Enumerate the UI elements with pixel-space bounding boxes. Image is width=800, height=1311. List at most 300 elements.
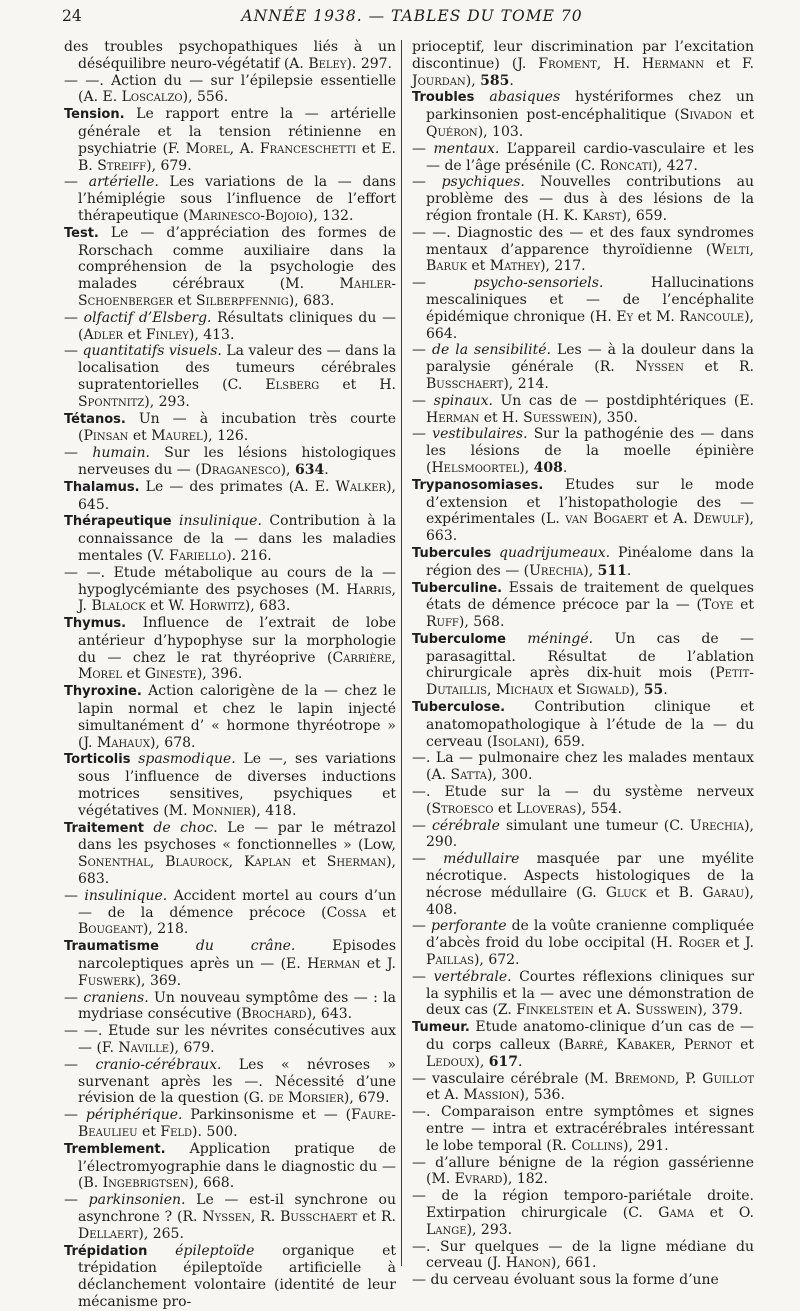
entry-text: ), 217. (540, 258, 586, 275)
entry-text: ), 645. (78, 478, 396, 513)
right-column (412, 39, 754, 1289)
entry-text: ), 683. (244, 598, 291, 615)
index-entry (412, 631, 754, 699)
entry-text: — (412, 817, 433, 834)
entry-text: ), 554. (576, 800, 622, 817)
author-name: Hermann (642, 55, 704, 72)
author-name: Welti (711, 241, 750, 258)
index-entry (64, 820, 396, 888)
entry-text: ), 678. (149, 734, 196, 751)
entry-text: et (493, 800, 517, 817)
entry-text: ), 679. (146, 157, 192, 174)
entry-text: Un nouveau symptôme des — : la mydriase consécutive ( (78, 989, 397, 1023)
author-name: Beley (308, 55, 347, 72)
index-entry (412, 1071, 754, 1105)
entry-headword: Tuberculose. (412, 700, 506, 716)
index-entry (412, 545, 754, 580)
entry-text: et O. (694, 1204, 755, 1221)
entry-text: , R. (250, 1208, 281, 1225)
entry-text: de la voûte cranienne compliquée d’abcès froid du lobe occipital (H. (426, 918, 755, 952)
author-name: Sherman (326, 854, 387, 871)
author-name: Gama (658, 1204, 695, 1221)
entry-headword: Thalamus. (64, 479, 140, 495)
entry-text: Sur la pathogénie des — dans les lésions de la moelle épinière ( (426, 426, 754, 476)
author-name: Busschaert (280, 1208, 358, 1225)
entry-text: périphérique. (85, 1107, 183, 1124)
index-entry (64, 1023, 396, 1057)
index-entry (64, 73, 396, 107)
author-name: Draganesco (200, 461, 281, 478)
index-entry (64, 1243, 396, 1311)
entry-text: — (412, 968, 434, 985)
author-name: Silberpfennig (196, 292, 289, 309)
author-name: Busschaert (426, 375, 504, 392)
index-entry (64, 990, 396, 1024)
author-name: Harris (346, 581, 392, 598)
entry-text: ), 661. (550, 1255, 597, 1272)
entry-text: hystériformes chez un parkinsonien post-encéphalitique ( (426, 89, 754, 124)
author-name: Sigwald (576, 682, 630, 699)
entry-text: ), 683. (78, 854, 397, 888)
author-name: Froment (538, 55, 597, 72)
index-entry (412, 818, 754, 852)
entry-text: Un — à incubation très courte ( (78, 410, 396, 445)
entry-text: parkinsonien. (88, 1192, 186, 1209)
author-name: Ruff (426, 614, 459, 631)
entry-text: épileptoïde (147, 1242, 255, 1259)
entry-text: — (412, 392, 434, 409)
author-name: Spontnitz (78, 393, 145, 410)
index-entry (64, 1057, 396, 1107)
entry-text: artérielle. (88, 174, 159, 191)
entry-text: simulant une tumeur (C. (499, 817, 690, 834)
author-name: Karst (582, 207, 622, 224)
author-name: Paillas (426, 952, 474, 969)
entry-text: — (64, 309, 84, 326)
entry-text: et W. (145, 598, 190, 615)
entry-headword: Thymus. (64, 616, 127, 632)
entry-text: prioceptif, leur discrimination par l’excitation discontinue) (J. (412, 39, 754, 72)
entry-text: 617 (488, 1053, 518, 1070)
entry-text: ), 218. (142, 921, 189, 938)
author-name: van Bogaert (565, 511, 649, 528)
entry-text: craniens. (83, 989, 149, 1006)
entry-text: ), 568. (458, 614, 505, 631)
entry-text: et E. B. (78, 140, 396, 174)
entry-text: 511 (597, 562, 627, 579)
entry-text: ), 408. (426, 884, 754, 918)
index-entry (64, 888, 396, 938)
index-entry (64, 479, 396, 514)
entry-text: Le —, ses variations sous l’influence de diverses inductions motrices sensitives, psychiques et végétatives (M. (78, 751, 396, 819)
entry-text: ), 664. (426, 308, 755, 342)
entry-headword: Traumatisme (64, 939, 159, 955)
author-name: Walker (335, 478, 387, 495)
author-name: Jourdan (412, 72, 466, 89)
entry-text: Accident mortel au cours d’un — de la démence précoce ( (78, 887, 396, 921)
entry-text: et (137, 1124, 161, 1140)
author-name: Isolani (492, 733, 540, 750)
entry-text: mentaux. (433, 140, 500, 157)
left-column (64, 39, 396, 1311)
index-entry (412, 1188, 754, 1238)
entry-text: des troubles psychopathiques liés à un déséquilibre neuro-végétatif (A. (64, 39, 396, 72)
author-name: Cossa (326, 904, 367, 921)
entry-text: 634 (294, 461, 325, 478)
index-entry (64, 106, 396, 174)
entry-text: Le — par le métrazol dans les psychoses « fonctionnelles » (Low, (78, 819, 396, 854)
entry-text: du crâne. (158, 938, 296, 955)
entry-text: — —. Etude sur les névrites consécutives aux — (F. (64, 1023, 396, 1057)
entry-headword: Tubercules (412, 545, 492, 561)
entry-text: ), 379. (697, 1002, 743, 1019)
author-name: Barré (563, 1037, 604, 1054)
entry-text: — (64, 887, 85, 904)
author-name: Marinesco-Bojoio (188, 207, 308, 224)
entry-text: cranio-cérébraux. (95, 1056, 222, 1073)
entry-text: , (749, 241, 754, 258)
entry-text: — (412, 918, 432, 935)
author-name: Loscalzo (121, 89, 183, 106)
entry-text: , H. (596, 55, 642, 72)
entry-text: et M. (633, 308, 680, 325)
index-entry (64, 411, 396, 446)
author-name: Pinsan (83, 428, 129, 445)
author-name: Fariello (168, 547, 227, 564)
entry-text: ), 427. (652, 157, 698, 174)
entry-text: et (123, 326, 146, 343)
entry-text: Courtes réflexions cliniques sur la syphilis et la — avec une démonstration de deux cas (Z. (426, 968, 754, 1019)
index-entry (64, 683, 396, 751)
entry-text: humain. (92, 445, 150, 462)
entry-text: — (64, 174, 89, 191)
entry-text: et (122, 666, 145, 683)
author-name: Lange (426, 1221, 467, 1238)
entry-text: de la sensibilité. (432, 342, 551, 359)
entry-text: ), 290. (426, 817, 754, 851)
author-name: Brochard (241, 1006, 307, 1023)
entry-text: spinaux. (433, 392, 493, 409)
entry-text: organique et trépidation épileptoïde artificielle à déclanchement volontaire (identité de leur mécanisme pro- (78, 1242, 396, 1310)
entry-text: —. Comparaison entre symptômes et signes entre — intra et extracérébrales intéressant le lobe temporal (R. (412, 1104, 754, 1154)
author-name: Massion (463, 1087, 520, 1104)
author-name: Evrard (454, 1171, 503, 1188)
author-name: Suesswein (523, 409, 593, 426)
entry-headword: Test. (64, 225, 99, 241)
entry-text: ), 214. (503, 375, 549, 392)
entry-text: Les — à la douleur dans la paralysie générale (R. (426, 342, 754, 376)
entry-text: Parkinsonisme et — ( (182, 1107, 352, 1124)
author-name: Herman (307, 956, 361, 973)
author-name: Urechia (689, 817, 745, 834)
entry-text: ), 418. (250, 802, 297, 819)
entry-text: , (487, 682, 496, 699)
entry-text: ), 265. (138, 1225, 184, 1242)
author-name: Finkelstein (516, 1002, 594, 1019)
author-name: Naville (118, 1040, 170, 1057)
entry-text: ), 413. (188, 326, 235, 343)
author-name: Bougeant (78, 921, 143, 938)
entry-text: Action calorigène de la — chez le lapin normal et chez le lapin injecté simultanément d’ « hormone thyréotrope » (J. (78, 683, 396, 751)
author-name: Ingebrigtsen (102, 1175, 189, 1192)
entry-text: ), 659. (539, 733, 585, 750)
entry-text: Etudes sur le mode d’extension et l’histopathologie des — expérimentales (L. (426, 476, 754, 528)
index-entry (64, 938, 396, 989)
author-name: Morel (78, 666, 123, 683)
entry-text: médullaire (443, 851, 520, 868)
entry-text: Les variations de la — dans l’hémiplégie sous l’influence de l’effort thérapeutique ( (78, 174, 396, 224)
entry-text: ), 679. (169, 1040, 215, 1057)
entry-text: — (64, 989, 84, 1006)
entry-text: — (412, 140, 434, 157)
entry-text: , (391, 649, 396, 666)
entry-text: et (466, 258, 490, 275)
author-name: Dewulf (693, 511, 745, 528)
entry-text: Le — d’appréciation des formes de Rorschach comme auxiliaire dans la compréhension de la psychologie des malades cérébraux (M. (78, 224, 396, 293)
entry-text: cérébrale (432, 817, 500, 834)
author-name: Feld (160, 1124, 193, 1140)
entry-text: Le — des primates (A. E. (139, 478, 336, 495)
entry-headword: Thérapeutique (64, 514, 172, 530)
author-name: Franceschetti (259, 140, 357, 157)
entry-text: —. La — pulmonaire chez les malades mentaux (A. (412, 750, 754, 784)
author-name: Adler (83, 326, 124, 343)
author-name: Streiff (97, 157, 147, 174)
entry-text: — (412, 174, 442, 191)
entry-text: — —. Diagnostic des — et des faux syndromes mentaux d’apparence thyroïdienne ( (412, 224, 754, 258)
entry-text: et (173, 292, 197, 309)
entry-text: psychiques. (441, 174, 525, 191)
index-entry (64, 343, 396, 410)
entry-text: et A. (593, 1002, 636, 1019)
entry-text: quantitatifs visuels. (82, 343, 222, 360)
entry-text: , (671, 1037, 684, 1054)
index-entry (64, 445, 396, 479)
entry-text: abasiques (474, 89, 561, 106)
entry-text: , P. (674, 1070, 703, 1087)
index-entry (412, 174, 754, 224)
entry-text: ), 182. (502, 1171, 548, 1188)
entry-text: ), 679. (343, 1090, 390, 1107)
entry-text: ). 216. (226, 547, 272, 564)
entry-text: et (553, 682, 577, 699)
entry-text: Contribution clinique et anatomopathologique à l’étude de la — du cerveau ( (426, 699, 754, 750)
running-title: ANNÉE 1938. — TABLES DU TOME 70 (241, 7, 583, 25)
entry-text: La valeur des — dans la localisation des tumeurs cérébrales supratentorielles (C. (78, 343, 396, 393)
index-entry (412, 1272, 754, 1289)
entry-text: , J. (78, 581, 396, 615)
author-name: Roger (678, 935, 720, 952)
entry-headword: Trépidation (64, 1243, 148, 1259)
entry-text: . (626, 562, 632, 579)
entry-text: . (663, 682, 668, 699)
author-name: Herman (426, 409, 480, 426)
author-name: Rancoule (679, 308, 745, 325)
entry-text: ), (280, 461, 295, 478)
entry-text: ), 369. (135, 972, 182, 989)
entry-text: . (517, 1053, 523, 1070)
entry-text: spasmodique. (130, 751, 236, 768)
entry-text: et (366, 904, 396, 921)
entry-text: ), 293. (144, 393, 190, 410)
index-entry (412, 784, 754, 818)
entry-text: ), 132. (307, 207, 354, 224)
author-name: Carrière (332, 649, 392, 666)
entry-text: ), 643. (306, 1006, 353, 1023)
entry-text: Résultats cliniques du — ( (78, 309, 397, 343)
entry-text: et (732, 107, 754, 124)
entry-text: . (509, 72, 514, 89)
entry-text: ), 103. (477, 123, 524, 140)
entry-text: et F. (704, 55, 755, 72)
author-name: Sonenthal (78, 854, 150, 871)
entry-text: psycho-sensoriels. (473, 275, 604, 292)
entry-text: L’appareil cardio-vasculaire et les — de l’âge présénile (C. (426, 140, 755, 174)
author-name: Collins (571, 1137, 624, 1154)
entry-headword: Tuberculome (412, 631, 506, 647)
page-number: 24 (62, 7, 82, 25)
entry-text: — (64, 1056, 96, 1073)
entry-text: — (64, 343, 83, 360)
entry-text: ), 663. (426, 511, 755, 545)
author-name: Guillot (702, 1070, 754, 1087)
author-name: Mahaux (96, 734, 150, 751)
index-entry (64, 174, 396, 224)
entry-text: Hallucinations mescaliniques et — de l’encéphalite épidémique chronique (H. (426, 275, 754, 325)
entry-headword: Tremblement. (64, 1141, 166, 1157)
author-name: Nyssen (202, 1208, 251, 1225)
entry-text: Essais de traitement de quelques états de démence précoce par la — ( (426, 579, 754, 614)
entry-headword: Tuberculine. (412, 580, 503, 596)
author-name: Mahler-Schoenberger (78, 276, 396, 309)
entry-text: et (291, 854, 327, 871)
entry-text: Influence de l’extrait de lobe antérieur d’hypophyse sur la morphologie du — chez le rat thyréoprive ( (78, 615, 396, 666)
entry-text: , A. (229, 140, 260, 157)
entry-text: et A. (426, 1087, 464, 1104)
index-entry (412, 39, 754, 89)
entry-text: — (64, 445, 93, 462)
entry-text: — de la région temporo-pariétale droite. Extirpation chirurgicale (C. (412, 1188, 754, 1221)
entry-text: insulinique. (84, 887, 168, 904)
entry-text: ), 668. (188, 1175, 235, 1192)
entry-text: ), 683. (288, 292, 335, 309)
entry-text: Etude anatomo-clinique d’un cas de — du corps calleux ( (426, 1019, 754, 1054)
entry-text: ), 291. (623, 1137, 669, 1154)
index-entry (412, 1239, 754, 1273)
index-entry (64, 1192, 396, 1242)
entry-text: et A. (648, 511, 694, 528)
author-name: Kaplan (244, 854, 292, 871)
author-name: Faure-Beaulieu (78, 1107, 396, 1140)
entry-text: — (64, 1107, 86, 1124)
index-entry (412, 477, 754, 545)
index-entry (412, 918, 754, 968)
author-name: Kabaker (616, 1037, 672, 1054)
author-name: Monnier (192, 802, 251, 819)
entry-text: olfactif d’Elsberg. (83, 309, 212, 326)
author-name: Roncati (599, 157, 653, 174)
entry-text: et H. (319, 376, 396, 393)
entry-text: — —. Action du — sur l’épilepsie essentielle (A. E. (64, 72, 396, 106)
entry-text: Sur les lésions histologiques nerveuses du — ( (78, 445, 396, 478)
index-entry (412, 699, 754, 750)
author-name: Petit-Dutaillis (426, 665, 754, 699)
index-entry (412, 141, 754, 175)
index-entry (412, 275, 754, 342)
index-entry (412, 580, 754, 631)
entry-text: ), 659. (621, 207, 668, 224)
entry-text: , (603, 1037, 617, 1054)
entry-text: — (64, 1192, 89, 1209)
entry-headword: Traitement (64, 820, 144, 836)
entry-text: —. Sur quelques — de la ligne médiane du cerveau (J. (412, 1238, 754, 1272)
index-entry (412, 426, 754, 476)
entry-text: ), 536. (519, 1087, 565, 1104)
author-name: Lloveras (516, 800, 577, 817)
entry-text: — (412, 426, 433, 443)
index-entry (412, 1155, 754, 1189)
entry-text: et H. (479, 409, 524, 426)
author-name: Stroesco (431, 800, 494, 817)
author-name: Dellaert (78, 1225, 139, 1242)
entry-text: vertébrale. (433, 968, 512, 985)
entry-text: ), (629, 682, 644, 699)
entry-text: 55 (643, 682, 664, 699)
entry-text: . (324, 461, 329, 478)
entry-text: , (149, 854, 166, 871)
author-name: Bremond (614, 1070, 675, 1087)
index-entry (412, 750, 754, 784)
index-entry (64, 513, 396, 564)
author-name: Gineste (144, 666, 197, 683)
index-entry (412, 1019, 754, 1070)
author-name: Fuswerk (78, 972, 136, 989)
index-entry (412, 225, 754, 275)
entry-text: — d’allure bénigne de la région gassérienne (M. (412, 1154, 754, 1188)
index-entry (412, 342, 754, 392)
entry-text: ), 396. (196, 666, 243, 683)
entry-text: — (412, 342, 432, 359)
index-entry (412, 1104, 754, 1154)
entry-text: et B. (646, 884, 703, 901)
author-name: Ledoux (426, 1053, 475, 1070)
entry-text: et R. (357, 1208, 397, 1225)
entry-headword: Tétanos. (64, 411, 126, 427)
entry-text: perforante (431, 918, 507, 935)
index-entry (412, 393, 754, 427)
entry-text: et J. (719, 935, 754, 952)
running-header (62, 4, 762, 28)
entry-text: Le rapport entre la — artérielle générale et la tension rétinienne en psychiatrie (F. (78, 106, 396, 157)
author-name: Elsberg (265, 376, 320, 393)
entry-text: ), 293. (466, 1221, 513, 1238)
author-name: Gluck (605, 884, 647, 901)
entry-text: ), (465, 72, 481, 89)
entry-text: 585 (480, 72, 510, 89)
entry-headword: Thyroxine. (64, 684, 142, 700)
entry-text: et (128, 428, 152, 445)
index-entry (412, 851, 754, 918)
entry-text: Le — est-il synchrone ou asynchrone ? (R. (78, 1192, 397, 1225)
entry-text: masquée par une myélite nécrotique. Aspects histologiques de la nécrose médullaire (G. (426, 851, 754, 901)
entry-text: ), 126. (202, 428, 249, 445)
entry-text: ), 556. (182, 89, 229, 106)
entry-headword: Tumeur. (412, 1020, 470, 1036)
entry-text: ), 300. (486, 767, 533, 784)
entry-text: insulinique. (171, 513, 262, 530)
entry-headword: Troubles (412, 90, 475, 106)
entry-text: Un cas de — postdiphtériques (E. (492, 392, 754, 409)
